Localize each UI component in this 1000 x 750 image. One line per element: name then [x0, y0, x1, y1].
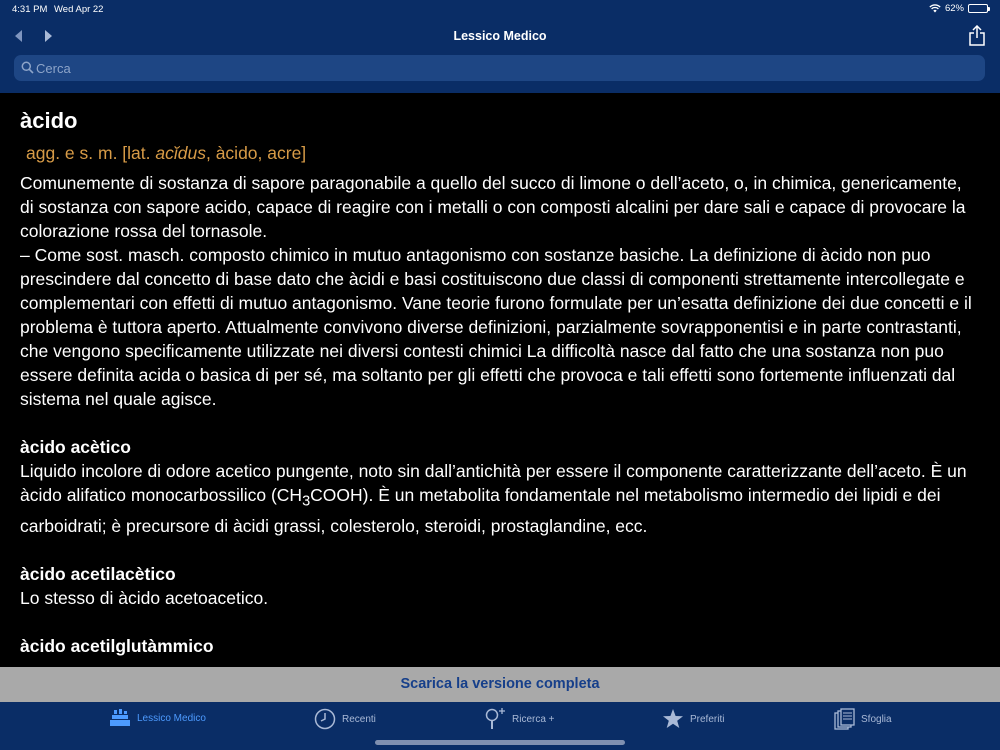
- sub-entry: [20, 562, 980, 610]
- sub-entry-text-a: Liquido incolore di odore acetico pungente, noto sin dall’antichità per essere il componente caratterizzante dell’aceto. È un àcido alifatico monocarbossilico (CH: [20, 461, 967, 505]
- tab-sfoglia[interactable]: [833, 708, 892, 730]
- pages-icon: [833, 708, 855, 730]
- definition-para: – Come sost. masch. composto chimico in mutuo antagonismo con sostanze basiche. La definizione di àcido non puo prescindere dal concetto di base dato che àcidi e basi costituiscono due classi di componenti strettamente intercollegate e complementari con effetti di mutuo antagonismo. Vane teorie furono formulate per un’esatta definizione dei due concetti e il problema è tuttora aperto. Attualmente convivono diverse definizioni, parzialmente sovrapponentisi e in parte contrastanti, che vengono specificamente utilizzate nei diversi contesti chimici La difficoltà nasce dal fatto che una sostanza non puo essere definita acida o basica di per sé, ma soltanto per gli effetti che provoca e tali effetti sono fortemente influenzati dal sistema nel quale agisce.: [20, 245, 972, 409]
- grammar-etymon: acĭdus: [155, 143, 206, 163]
- sub-entry-text-b: COOH). È un metabolita fondamentale nel metabolismo intermedio dei lipidi e dei carboidrati; è precursore di àcidi grassi, colesterolo, steroidi, prostaglandine, ecc.: [20, 485, 941, 536]
- search-input[interactable]: [36, 55, 976, 81]
- tab-label: Sfoglia: [861, 713, 892, 725]
- tab-label: Recenti: [342, 713, 376, 725]
- headword: àcido: [20, 108, 78, 133]
- star-icon: [662, 708, 684, 730]
- search-bar[interactable]: [14, 55, 985, 81]
- status-date: Wed Apr 22: [54, 4, 104, 15]
- tab-recenti[interactable]: [314, 708, 376, 730]
- magnifier-plus-icon: [484, 708, 506, 730]
- download-full-version-button[interactable]: Scarica la versione completa: [0, 667, 1000, 702]
- tab-label: Lessico Medico: [137, 712, 206, 724]
- grammar-prefix: agg. e s. m. [lat.: [26, 143, 156, 163]
- book-stack-icon: [109, 708, 131, 728]
- tab-ricerca-plus[interactable]: [484, 708, 555, 730]
- grammar-info: [26, 141, 980, 165]
- tab-lessico-medico[interactable]: [109, 708, 206, 728]
- share-icon[interactable]: [968, 25, 986, 47]
- status-time: 4:31 PM: [12, 4, 48, 15]
- definition-para: Comunemente di sostanza di sapore paragonabile a quello del succo di limone o dell’aceto, o, in chimica, genericamente, di sostanza con sapore acido, capace di reagire con i metalli o con composti alcalini per dare sali e capace di provocare la colorazione rossa del tornasole.: [20, 173, 966, 241]
- tab-preferiti[interactable]: [662, 708, 724, 730]
- sub-entry: [20, 435, 980, 538]
- sub-entry-text: [20, 459, 980, 538]
- status-bar: [0, 0, 1000, 18]
- battery-percent: 62%: [944, 3, 964, 14]
- sub-entry-title: àcido acetilglutàmmico: [20, 635, 214, 656]
- wifi-icon: [929, 4, 941, 13]
- sub-entry-title: àcido acetilacètico: [20, 563, 176, 584]
- battery-icon: [968, 4, 988, 13]
- tab-label: Ricerca +: [512, 713, 555, 725]
- sub-entry-title: àcido acètico: [20, 437, 131, 457]
- grammar-suffix: , àcido, acre]: [205, 143, 307, 163]
- definition: [20, 171, 980, 411]
- home-indicator[interactable]: [375, 740, 625, 745]
- sub-entry: [20, 634, 980, 658]
- page-title: Lessico Medico: [453, 29, 547, 43]
- sub-entry-text: Lo stesso di àcido acetoacetico.: [20, 587, 269, 608]
- status-right: [929, 3, 988, 14]
- formula-subscript: 3: [302, 493, 311, 510]
- article-content: [20, 103, 980, 666]
- tab-label: Preferiti: [690, 713, 725, 725]
- clock-icon: [314, 708, 336, 730]
- search-icon: [21, 61, 34, 74]
